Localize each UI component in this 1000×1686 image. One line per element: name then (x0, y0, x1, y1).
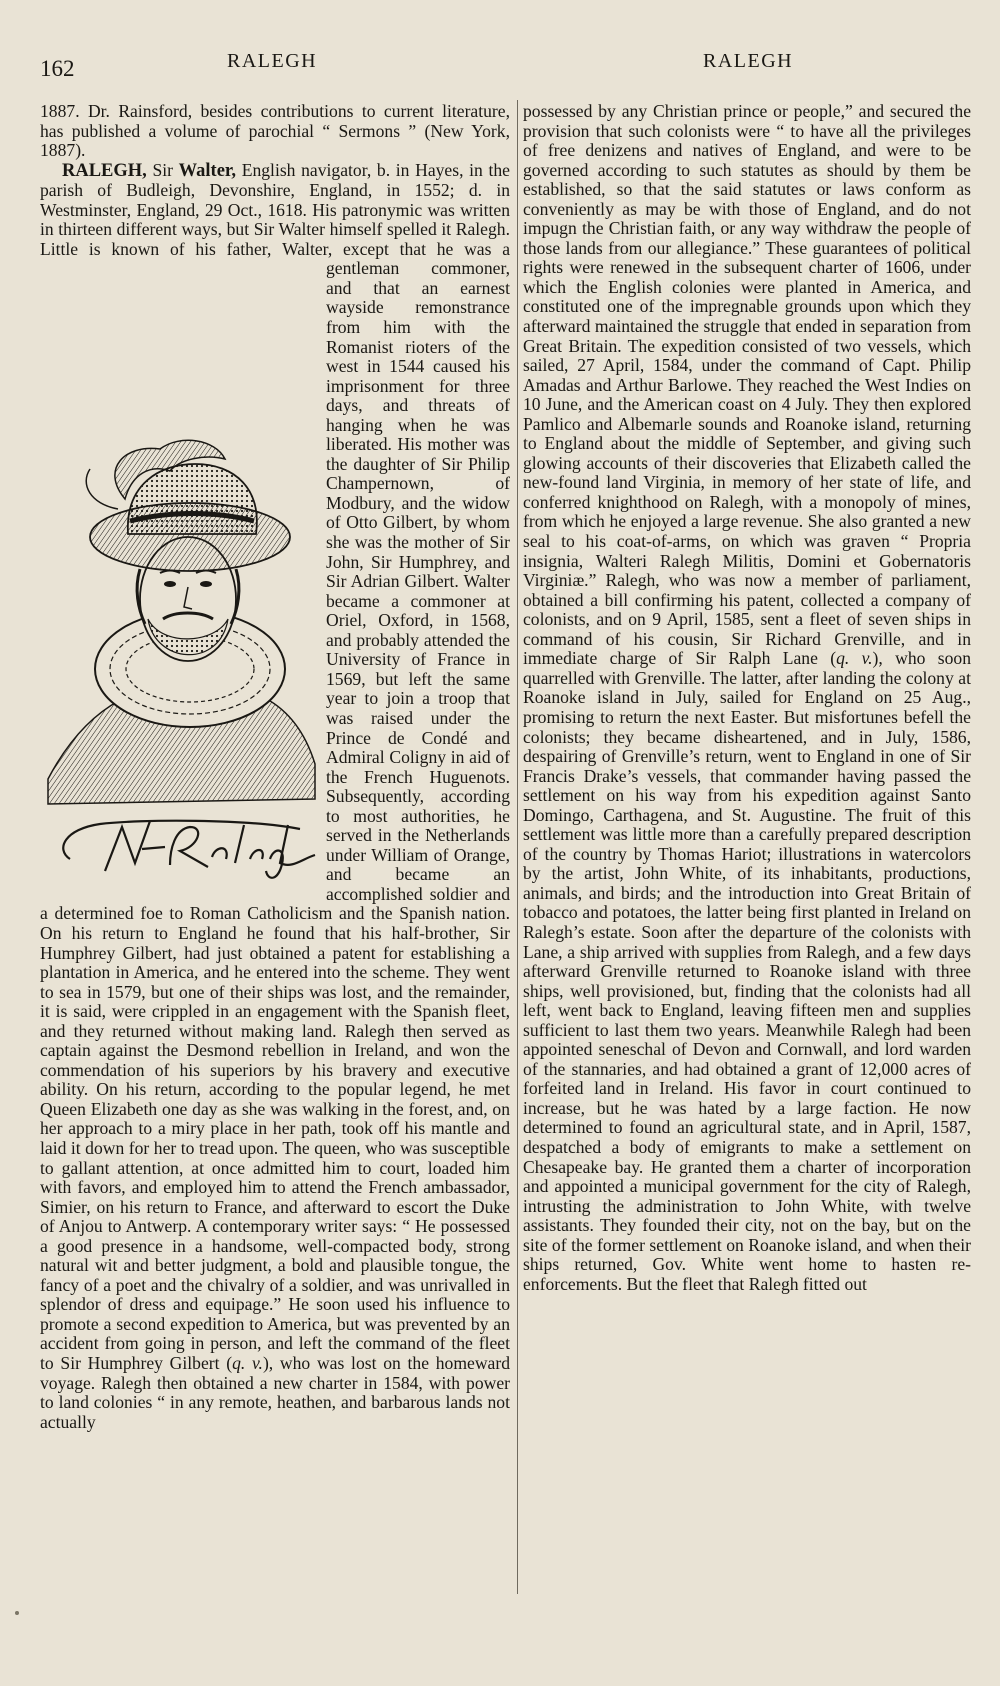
right-column (523, 102, 971, 1294)
entry-headword: RALEGH, (62, 160, 147, 181)
column-divider (517, 100, 518, 1594)
entry-name: Walter, (178, 160, 237, 181)
signature-flourish (63, 821, 315, 878)
entry-text-part-1: English navigator, b. in Hayes, in the parish of Budleigh, Devonshire, England, in 1552; d. in Westminster, England, 29 Oct., 1618. His patronymic was written in thirteen different ways, but Sir Walter himself spelled it Ralegh. Little is known of his father, (40, 159, 510, 259)
running-head-right: RALEGH (703, 50, 794, 72)
cross-reference: q. v. (836, 648, 873, 669)
continuation-text-part-1: possessed by any Christian prince or people,” and secured the provision that such colonists were “ to have all the privileges of free denizens and natives of England, and were to be governed according to such statutes as should by them be established, so that the said statutes or laws conform as conveniently as may be with those of England, and do not impugn the Christian faith, or any way withdraw the people of those lands from our allegiance.” These guarantees of political rights were renewed in the subsequent charter of 1606, under which the English colonies were planted in America, and constituted one of the impregnable grounds upon which they afterward maintained the struggle that ended in separation from Great Britain. The expedition consisted of two vessels, which sailed, 27 April, 1584, under the command of Capt. Philip Amadas and Arthur Barlowe. They reached the West Indies on 10 June, and the American coast on 4 July. They then explored Pamlico and Albemarle sounds and Roanoke island, returning to England about the middle of September, and giving such glowing accounts of their discoveries that Elizabeth called the new-found land Virginia, in memory of her state of life, and conferred knighthood on Ralegh, with a monopoly of mines, from which he enjoyed a large revenue. She also granted a new seal to his coat-of-arms, on which was graven “ Propria insignia, Walteri Ralegh Militis, Domini et Gobernatoris Virginiæ.” Ralegh, who was now a member of parliament, obtained a bill confirming his patent, collected a company of colonists, and on 9 April, 1585, sent a fleet of seven ships in command of his cousin, Sir Richard Grenville, and in immediate charge of Sir Ralph Lane ( (523, 101, 971, 669)
entry-text-after-portrait: Walter, except that he was a gentleman commoner, and that an earnest wayside remonstrance from him with the Romanist rioters of the west in 1544 caused his imprisonment for three days, and threats of hanging when he was liberated. His mother was the daughter of Sir Philip Champernown, of Modbury, and the widow of Otto Gilbert, by whom she was the mother of Sir John, Sir Humphrey, and Sir Adrian Gilbert. Walter became a commoner at Oriel, Oxford, in 1568, and probably attended the University of France in 1569, but left the same year to join a troop that was raised under the Prince de Condé and Admiral Coligny in aid of the French Huguenots. Subsequently, according to most authorities, he served in the Netherlands under William of Orange, and became an accomplished soldier and a determined foe to Roman Catholicism and the Spanish nation. On his return to England he found that his half-brother, Sir Humphrey Gilbert, had just obtained a patent for establishing a plantation in America, and he entered into the scheme. They went to sea in 1579, but one of their ships was lost, and the remainder, it is said, were crippled in an engagement with the Spanish fleet, and they returned without making land. Ralegh then served as captain against the Desmond rebellion in Ireland, and won the commendation of his superiors by his bravery and executive ability. On his return, according to the popular legend, he met Queen Elizabeth one day as she was walking in the forest, and, on her approach to a miry place in her path, took off his mantle and laid it down for her to tread upon. The queen, who was susceptible to gallant attention, at once admitted him to court, loaded him with favors, and employed him to attend the French ambassador, Simier, on his return to France, and afterward to escort the Duke of Anjou to Antwerp. A contemporary writer says: “ He possessed a good presence in a handsome, well-compacted body, strong natural wit and better judgment, a bold and plausible tongue, the fancy of a poet and the chivalry of a soldier, and was unrivalled in splendor of dress and equipage.” He soon used his influence to promote a second expedition to America, but was prevented by an accident from going in person, and left the command of the fleet to Sir Humphrey Gilbert ( (40, 238, 511, 1373)
entry-continuation (523, 102, 971, 1294)
portrait-illustration (30, 259, 322, 899)
portrait-engraving (48, 441, 315, 805)
cross-reference: q. v. (232, 1353, 263, 1373)
page-number: 162 (40, 56, 75, 81)
ink-speck (15, 1611, 19, 1615)
entry-name-prefix: Sir (152, 159, 174, 180)
previous-entry-tail: 1887. Dr. Rainsford, besides contributions to current literature, has published a volume of parochial “ Sermons ” (New York, 1887). (40, 101, 510, 161)
ralegh-entry (40, 161, 510, 1433)
continuation-text-part-2: ), who soon quarrelled with Grenville. The latter, after landing the colony at Roanoke island in July, sailed for England on 25 Aug., promising to return the next Easter. But misfortunes befell the colonists; they became disheartened, and in July, 1586, despairing of Grenville’s return, went to England in one of Sir Francis Drake’s vessels, that commander having passed the settlement on his way from his expedition against Santo Domingo, Carthagena, and St. Augustine. The fruit of this settlement was little more than a carefully prepared description of the country by Thomas Hariot; illustrations in watercolors by the artist, John White, of its inhabitants, productions, animals, and birds; and the introduction into Great Britain of tobacco and potatoes, the latter being first planted in Ireland on Ralegh’s estate. Soon after the departure of the colonists with Lane, a ship arrived with supplies from Ralegh, and a few days afterward Grenville returned to Roanoke island with three ships, well provisioned, but, finding that the colonists had all left, went back to England, leaving fifteen men and supplies sufficient to last them two years. Meanwhile Ralegh had been appointed seneschal of Devon and Cornwall, and lord warden of the stannaries, and had obtained a grant of 12,000 acres of forfeited land in Ireland. His favor in court continued to increase, but he was hated by a large faction. He now determined to found an agricultural state, and in April, 1587, despatched a body of emigrants to make a settlement on Chesapeake bay. He granted them a charter of incorporation and appointed a municipal government for the city of Ralegh, intrusting the administration to John White, with twelve assistants. They founded their city, not on the bay, but on the site of the former settlement on Roanoke island, and when their ships returned, Gov. White went home to hasten re-enforcements. But the fleet that Ralegh fitted out (523, 648, 972, 1294)
running-head-left: RALEGH (227, 50, 318, 72)
left-column (40, 102, 510, 1432)
entry-text-part-2: ), who was lost on the homeward voyage. Ralegh then obtained a new charter in 1584, with power to land colonies “ in any remote, heathen, and barbarous lands not actually (40, 1353, 511, 1432)
